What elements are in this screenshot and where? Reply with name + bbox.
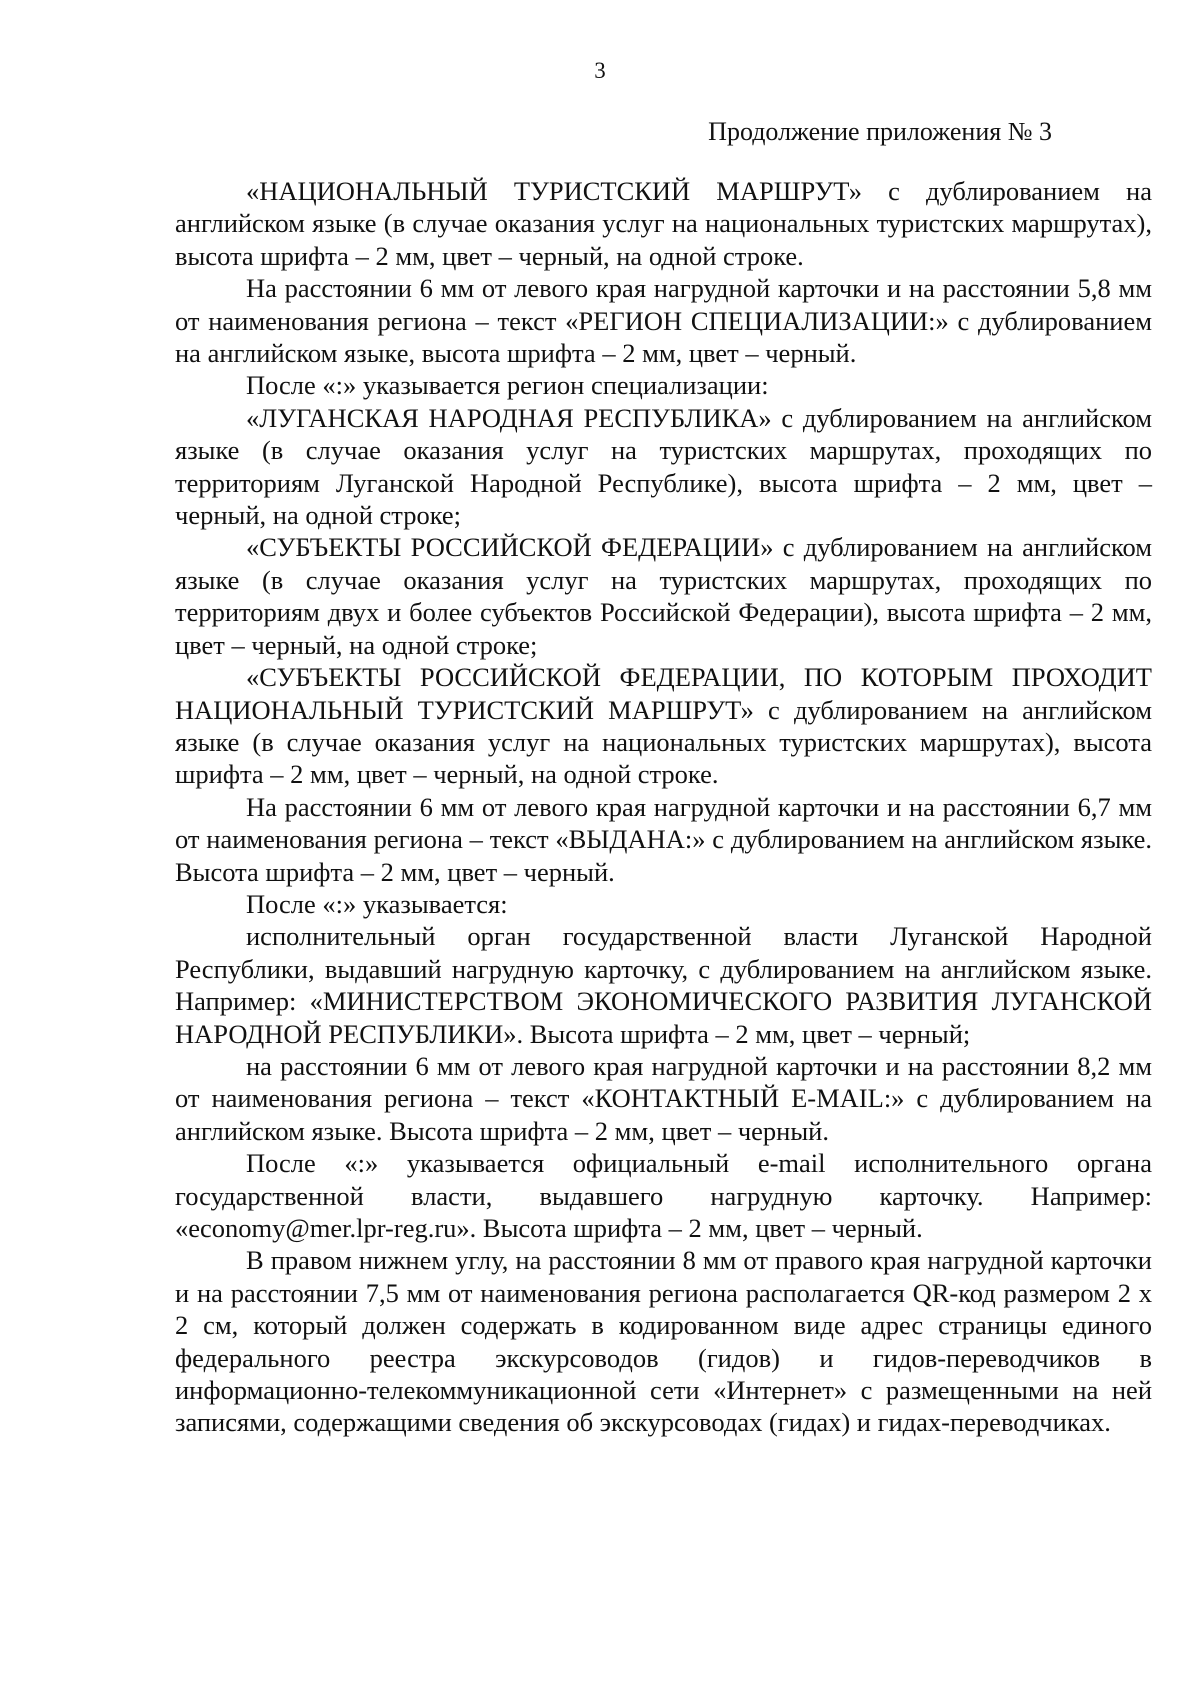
paragraph-contact-email: на расстоянии 6 мм от левого края нагрудной карточки и на расстоянии 8,2 мм от наименования региона – текст «КОНТАКТНЫЙ E-MAIL:» с дублированием на английском языке. Высота шрифта – 2 мм, цвет – черный.: [175, 1050, 1152, 1146]
page-number: 3: [594, 58, 606, 83]
paragraph-after-colon-issuer: После «:» указывается:: [246, 888, 508, 919]
annex-continuation-label: Продолжение приложения № 3: [708, 117, 1052, 146]
paragraph-qr-code: В правом нижнем углу, на расстоянии 8 мм от правого края нагрудной карточки и на расстоянии 7,5 мм от наименования региона располагается QR-код размером 2 х 2 см, который должен содержать в кодированном виде адрес страницы единого федерального реестра экскурсоводов (гидов) и гидов-переводчиков в информационно-телекоммуникационной сети «Интернет» с размещенными на ней записями, содержащими сведения об экскурсоводах (гидах) и гидах-переводчиках.: [175, 1245, 1152, 1438]
paragraph-specialization-region: На расстоянии 6 мм от левого края нагрудной карточки и на расстоянии 5,8 мм от наименования региона – текст «РЕГИОН СПЕЦИАЛИЗАЦИИ:» с дублированием на английском языке, высота шрифта – 2 мм, цвет – черный.: [175, 273, 1152, 369]
paragraph-national-route: «НАЦИОНАЛЬНЫЙ ТУРИСТСКИЙ МАРШРУТ» с дублированием на английском языке (в случае оказания услуг на национальных туристских маршрутах), высота шрифта – 2 мм, цвет – черный, на одной строке.: [175, 176, 1152, 271]
paragraph-official-email: После «:» указывается официальный e-mail исполнительного органа государственной власти, выдавшего нагрудную карточку. Например: «economy@mer.lpr-reg.ru». Высота шрифта – 2 мм, цвет – черный.: [175, 1148, 1152, 1243]
paragraph-rf-subjects-national-route: «СУБЪЕКТЫ РОССИЙСКОЙ ФЕДЕРАЦИИ, ПО КОТОРЫМ ПРОХОДИТ НАЦИОНАЛЬНЫЙ ТУРИСТСКИЙ МАРШРУТ» с дублированием на английском языке (в случае оказания услуг на национальных туристских маршрутах), высота шрифта – 2 мм, цвет – черный, на одной строке.: [175, 662, 1152, 790]
paragraph-executive-body: исполнительный орган государственной власти Луганской Народной Республики, выдавший нагрудную карточку, с дублированием на английском языке. Например: «МИНИСТЕРСТВОМ ЭКОНОМИЧЕСКОГО РАЗВИТИЯ ЛУГАНСКОЙ НАРОДНОЙ РЕСПУБЛИКИ». Высота шрифта – 2 мм, цвет – черный;: [175, 921, 1152, 1049]
paragraph-rf-subjects: «СУБЪЕКТЫ РОССИЙСКОЙ ФЕДЕРАЦИИ» с дублированием на английском языке (в случае оказания услуг на туристских маршрутах, проходящих по территориям двух и более субъектов Российской Федерации), высота шрифта – 2 мм, цвет – черный, на одной строке;: [175, 532, 1152, 660]
paragraph-issued-by: На расстоянии 6 мм от левого края нагрудной карточки и на расстоянии 6,7 мм от наименования региона – текст «ВЫДАНА:» с дублированием на английском языке. Высота шрифта – 2 мм, цвет – черный.: [175, 791, 1152, 887]
paragraph-lnr: «ЛУГАНСКАЯ НАРОДНАЯ РЕСПУБЛИКА» с дублированием на английском языке (в случае оказания услуг на туристских маршрутах, проходящих по территориям Луганской Народной Республике), высота шрифта – 2 мм, цвет – черный, на одной строке;: [175, 402, 1152, 531]
paragraph-after-colon-region: После «:» указывается регион специализации:: [246, 370, 769, 401]
document-body: [175, 175, 1152, 1439]
